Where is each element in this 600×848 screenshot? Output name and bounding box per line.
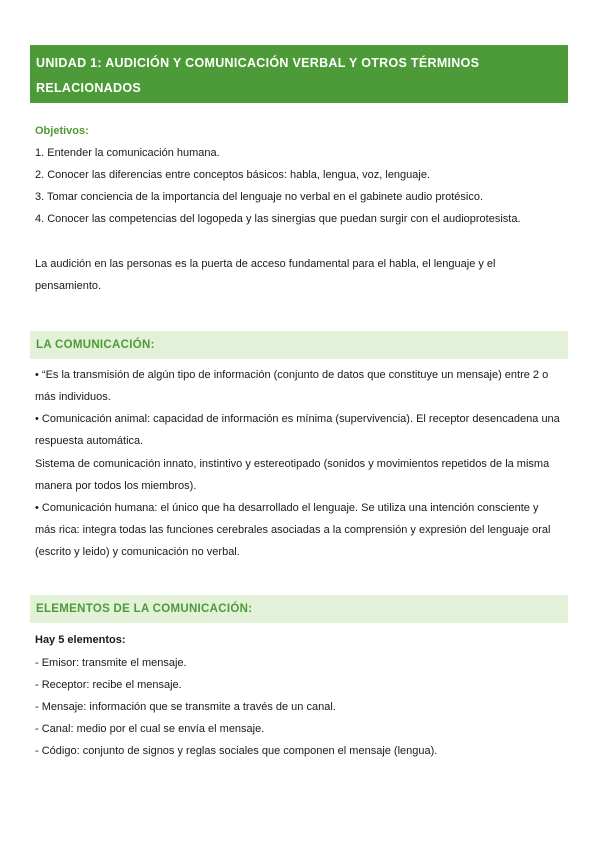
elements-subheading: Hay 5 elementos: bbox=[35, 634, 126, 646]
objectives-heading: Objetivos: bbox=[35, 125, 89, 137]
communication-text-line: más individuos. bbox=[35, 391, 111, 403]
unit-title-line-1: UNIDAD 1: AUDICIÓN Y COMUNICACIÓN VERBAL Y OTROS TÉRMINOS bbox=[36, 56, 480, 70]
intro-paragraph-line: pensamiento. bbox=[35, 280, 102, 292]
objective-item: 4. Conocer las competencias del logopeda y las sinergias que puedan surgir con el audioprotesista. bbox=[35, 213, 521, 225]
communication-text-line: respuesta automática. bbox=[35, 435, 144, 447]
communication-text-line: manera por todos los miembros). bbox=[35, 480, 197, 492]
objective-item: 2. Conocer las diferencias entre conceptos básicos: habla, lengua, voz, lenguaje. bbox=[35, 169, 431, 181]
element-item: - Canal: medio por el cual se envía el mensaje. bbox=[35, 723, 265, 735]
communication-text-line: • “Es la transmisión de algún tipo de información (conjunto de datos que constituye un mensaje) entre 2 o bbox=[35, 369, 549, 381]
communication-text-line: • Comunicación humana: el único que ha desarrollado el lenguaje. Se utiliza una intención consciente y bbox=[35, 502, 539, 514]
objective-item: 3. Tomar conciencia de la importancia del lenguaje no verbal en el gabinete audio protésico. bbox=[35, 191, 484, 203]
communication-text-line: • Comunicación animal: capacidad de información es mínima (supervivencia). El receptor desencadena una bbox=[35, 413, 560, 425]
objective-item: 1. Entender la comunicación humana. bbox=[35, 147, 220, 159]
element-item: - Emisor: transmite el mensaje. bbox=[35, 657, 187, 669]
element-item: - Receptor: recibe el mensaje. bbox=[35, 679, 182, 691]
elements-section-heading: ELEMENTOS DE LA COMUNICACIÓN: bbox=[30, 595, 568, 623]
unit-title-banner bbox=[30, 45, 568, 103]
communication-text-line: más rica: integra todas las funciones cerebrales asociadas a la comprensión y expresión del lenguaje oral bbox=[35, 524, 551, 536]
communication-text-line: Sistema de comunicación innato, instintivo y estereotipado (sonidos y movimientos repetidos de la misma bbox=[35, 458, 550, 470]
unit-title-line-2: RELACIONADOS bbox=[36, 81, 141, 95]
element-item: - Código: conjunto de signos y reglas sociales que componen el mensaje (lengua). bbox=[35, 745, 438, 757]
communication-text-line: (escrito y leido) y comunicación no verbal. bbox=[35, 546, 240, 558]
intro-paragraph-line: La audición en las personas es la puerta de acceso fundamental para el habla, el lenguaje y el bbox=[35, 258, 496, 270]
element-item: - Mensaje: información que se transmite a través de un canal. bbox=[35, 701, 336, 713]
communication-section-heading: LA COMUNICACIÓN: bbox=[30, 331, 568, 359]
